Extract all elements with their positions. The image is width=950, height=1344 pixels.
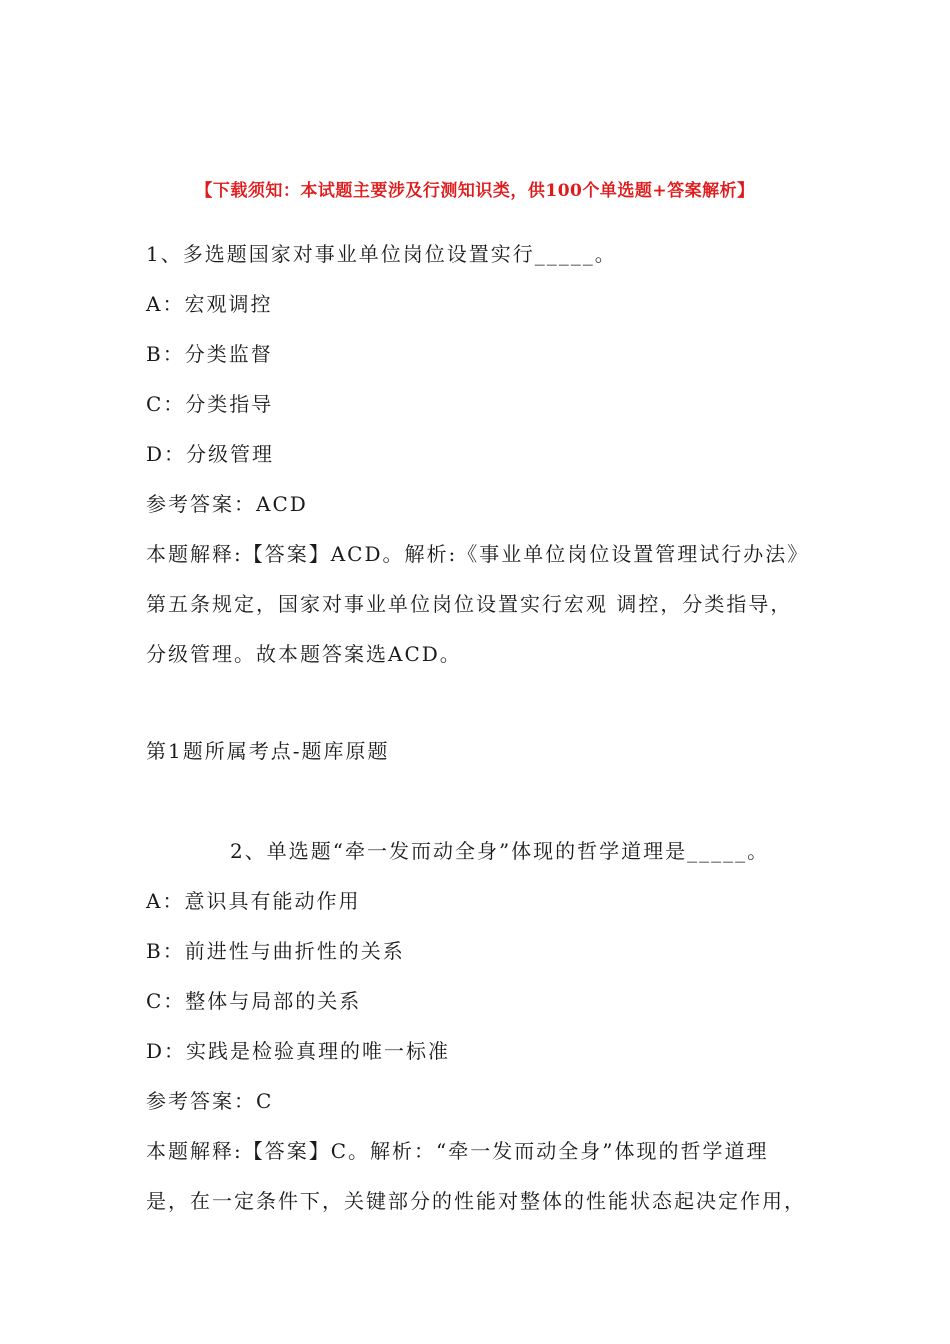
question-2-answer: 参考答案：C	[146, 1089, 274, 1113]
question-1-explanation-line: 本题解释:【答案】ACD。解析:《事业单位岗位设置管理试行办法》	[146, 542, 810, 566]
download-notice: 【下载须知：本试题主要涉及行测知识类，供100个单选题+答案解析】	[195, 181, 755, 201]
question-1-option-c: C：分类指导	[146, 392, 274, 416]
question-1-explanation-line: 第五条规定，国家对事业单位岗位设置实行宏观 调控，分类指导，	[146, 592, 793, 616]
question-1-topic: 第1题所属考点-题库原题	[146, 739, 390, 763]
question-2-option-b: B：前进性与曲折性的关系	[146, 939, 405, 963]
question-1-option-b: B：分类监督	[146, 342, 273, 366]
question-2-explanation-line: 本题解释:【答案】C。解析：“牵一发而动全身”体现的哲学道理	[146, 1139, 769, 1163]
question-1-option-a: A：宏观调控	[146, 292, 273, 316]
question-2-explanation-line: 是，在一定条件下，关键部分的性能对整体的性能状态起决定作用，	[146, 1189, 806, 1213]
question-2-option-d: D：实践是检验真理的唯一标准	[146, 1039, 451, 1063]
question-1-explanation-line: 分级管理。故本题答案选ACD。	[146, 642, 462, 666]
question-2-option-c: C：整体与局部的关系	[146, 989, 362, 1013]
question-2-text: 2、单选题“牵一发而动全身”体现的哲学道理是_____。	[230, 839, 770, 863]
question-2-option-a: A：意识具有能动作用	[146, 889, 361, 913]
question-1-option-d: D：分级管理	[146, 442, 275, 466]
question-1-answer: 参考答案：ACD	[146, 492, 308, 516]
question-1-text: 1、多选题国家对事业单位岗位设置实行_____。	[146, 242, 617, 266]
